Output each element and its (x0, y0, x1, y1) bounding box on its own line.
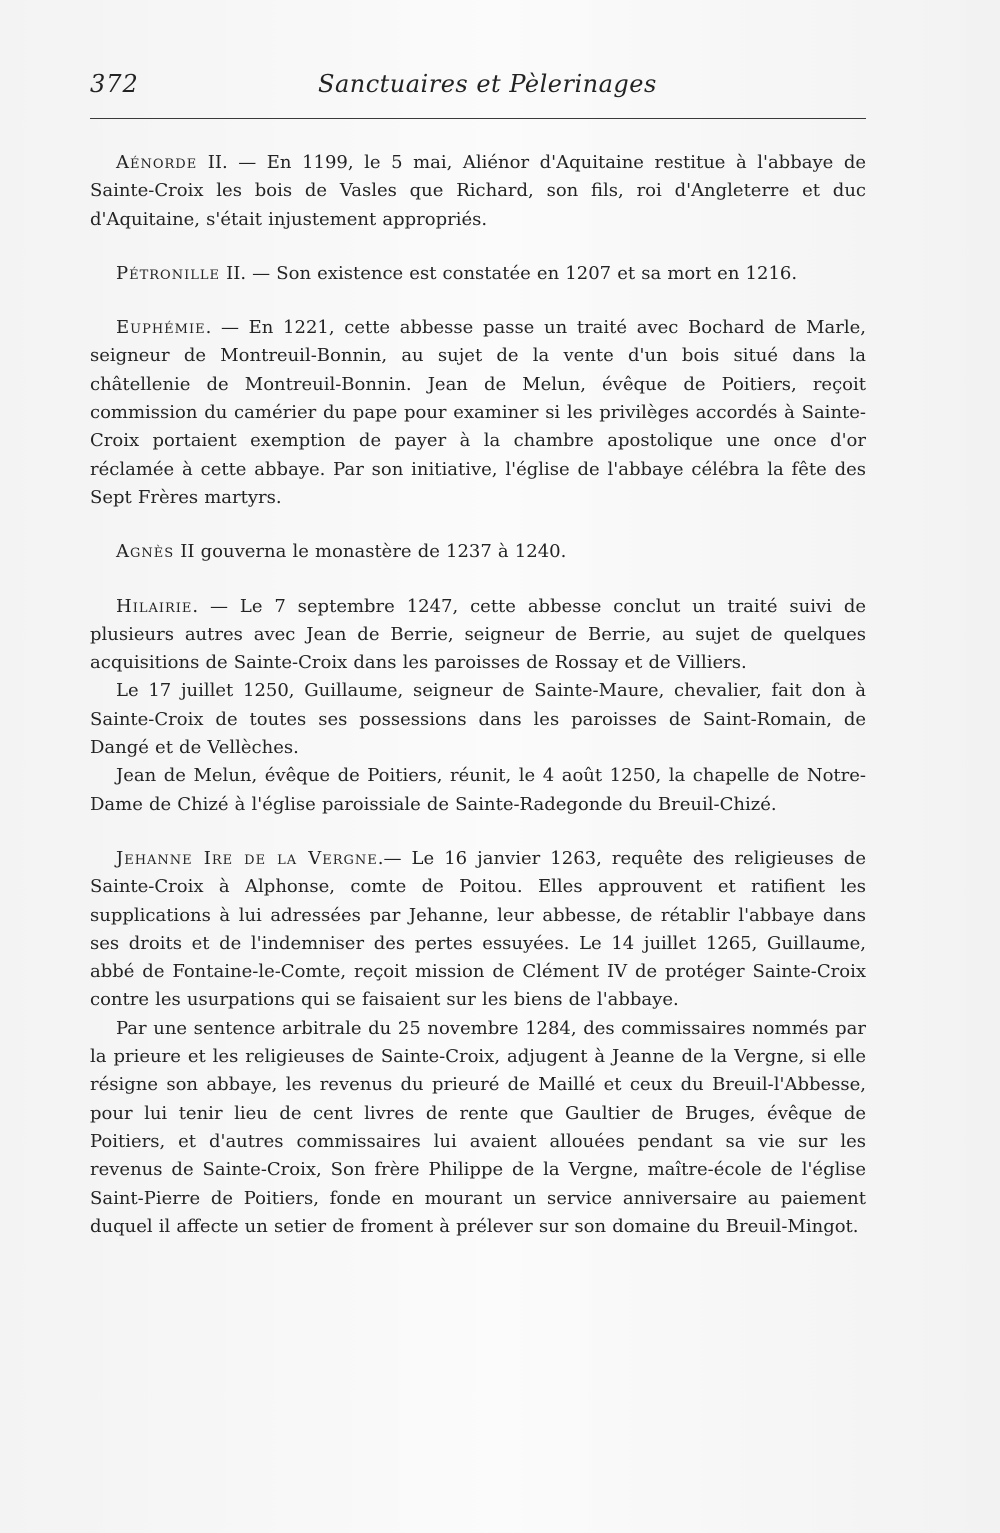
paragraph-text: II. — En 1199, le 5 mai, Aliénor d'Aquitaine restitue à l'abbaye de Sainte-Croix les bois de Vasles que Richard, son fils, roi d'Angleterre et duc d'Aquitaine, s'était injustement appropriés. (90, 152, 866, 230)
paragraph (90, 538, 866, 566)
paragraph: Le 17 juillet 1250, Guillaume, seigneur de Sainte-Maure, chevalier, fait don à Sainte-Croix de toutes ses possessions dans les paroisses de Saint-Romain, de Dangé et de Vellèches. (90, 680, 866, 759)
paragraph-text: II. — Son existence est constatée en 1207 et sa mort en 1216. (219, 262, 798, 284)
abbess-name: Euphémie (116, 317, 206, 339)
paragraph (90, 149, 866, 234)
abbess-name: Aénorde (116, 152, 198, 173)
paragraph-text: .— Le 16 janvier 1263, requête des religieuses de Sainte-Croix à Alphonse, comte de Poitou. Elles approuvent et ratifient les supplications à lui adressées par Jehanne, leur abbesse, de rétablir l'abbaye dans ses droits et de l'indemniser des pertes essuyées. Le 14 juillet 1265, Guillaume, abbé de Fontaine-le-Comte, reçoit mission de Clément IV de protéger Sainte-Croix contre les usurpations qui se faisaient sur les biens de l'abbaye. (90, 847, 866, 1011)
entry-agnes (90, 538, 866, 566)
paragraph: Jean de Melun, évêque de Poitiers, réunit, le 4 août 1250, la chapelle de Notre-Dame de Chizé à l'église paroissiale de Sainte-Radegonde du Breuil-Chizé. (90, 765, 866, 815)
header-rule (90, 118, 866, 119)
abbess-name: Jehanne Ire de la Vergne (116, 847, 378, 869)
paragraph-text: II gouverna le monastère de 1237 à 1240. (174, 541, 567, 563)
paragraph (90, 314, 866, 512)
running-title: Sanctuaires et Pèlerinages (318, 70, 657, 98)
entry-hilairie (90, 593, 866, 819)
abbess-name: Agnès (116, 541, 175, 563)
abbess-name: Pétronille (116, 262, 220, 284)
running-header (90, 62, 866, 106)
page-number: 372 (90, 70, 139, 98)
entry-euphemie (90, 314, 866, 512)
entry-aenorde (90, 149, 866, 234)
paragraph-text: . — En 1221, cette abbesse passe un traité avec Bochard de Marle, seigneur de Montreuil-Bonnin, au sujet de la vente d'un bois situé dans la châtellenie de Montreuil-Bonnin. Jean de Melun, évêque de Poitiers, reçoit commission du camérier du pape pour examiner si les privilèges accordés à Sainte-Croix portaient exemption de payer à la chambre apostolique une once d'or réclamée à cette abbaye. Par son initiative, l'église de l'abbaye célébra la fête des Sept Frères martyrs. (90, 317, 866, 508)
entry-jehanne (90, 845, 866, 1241)
paragraph (90, 260, 866, 288)
paragraph-text: . — Le 7 septembre 1247, cette abbesse conclut un traité suivi de plusieurs autres avec Jean de Berrie, seigneur de Berrie, au sujet de quelques acquisitions de Sainte-Croix dans les paroisses de Rossay et de Villiers. (90, 595, 866, 674)
entry-petronille (90, 260, 866, 288)
paragraph (90, 593, 866, 678)
paragraph: Par une sentence arbitrale du 25 novembre 1284, des commissaires nommés par la prieure et les religieuses de Sainte-Croix, adjugent à Jeanne de la Vergne, si elle résigne son abbaye, les revenus du prieuré de Maillé et ceux du Breuil-l'Abbesse, pour lui tenir lieu de cent livres de rente que Gaultier de Bruges, évêque de Poitiers, et d'autres commissaires lui avaient allouées pendant sa vie sur les revenus de Sainte-Croix, Son frère Philippe de la Vergne, maître-école de l'église Saint-Pierre de Poitiers, fonde en mourant un service anniversaire au paiement duquel il affecte un setier de froment à prélever sur son domaine du Breuil-Mingot. (90, 1017, 866, 1237)
book-page (90, 62, 866, 1241)
paragraph (90, 845, 866, 1015)
abbess-name: Hilairie (116, 595, 193, 617)
